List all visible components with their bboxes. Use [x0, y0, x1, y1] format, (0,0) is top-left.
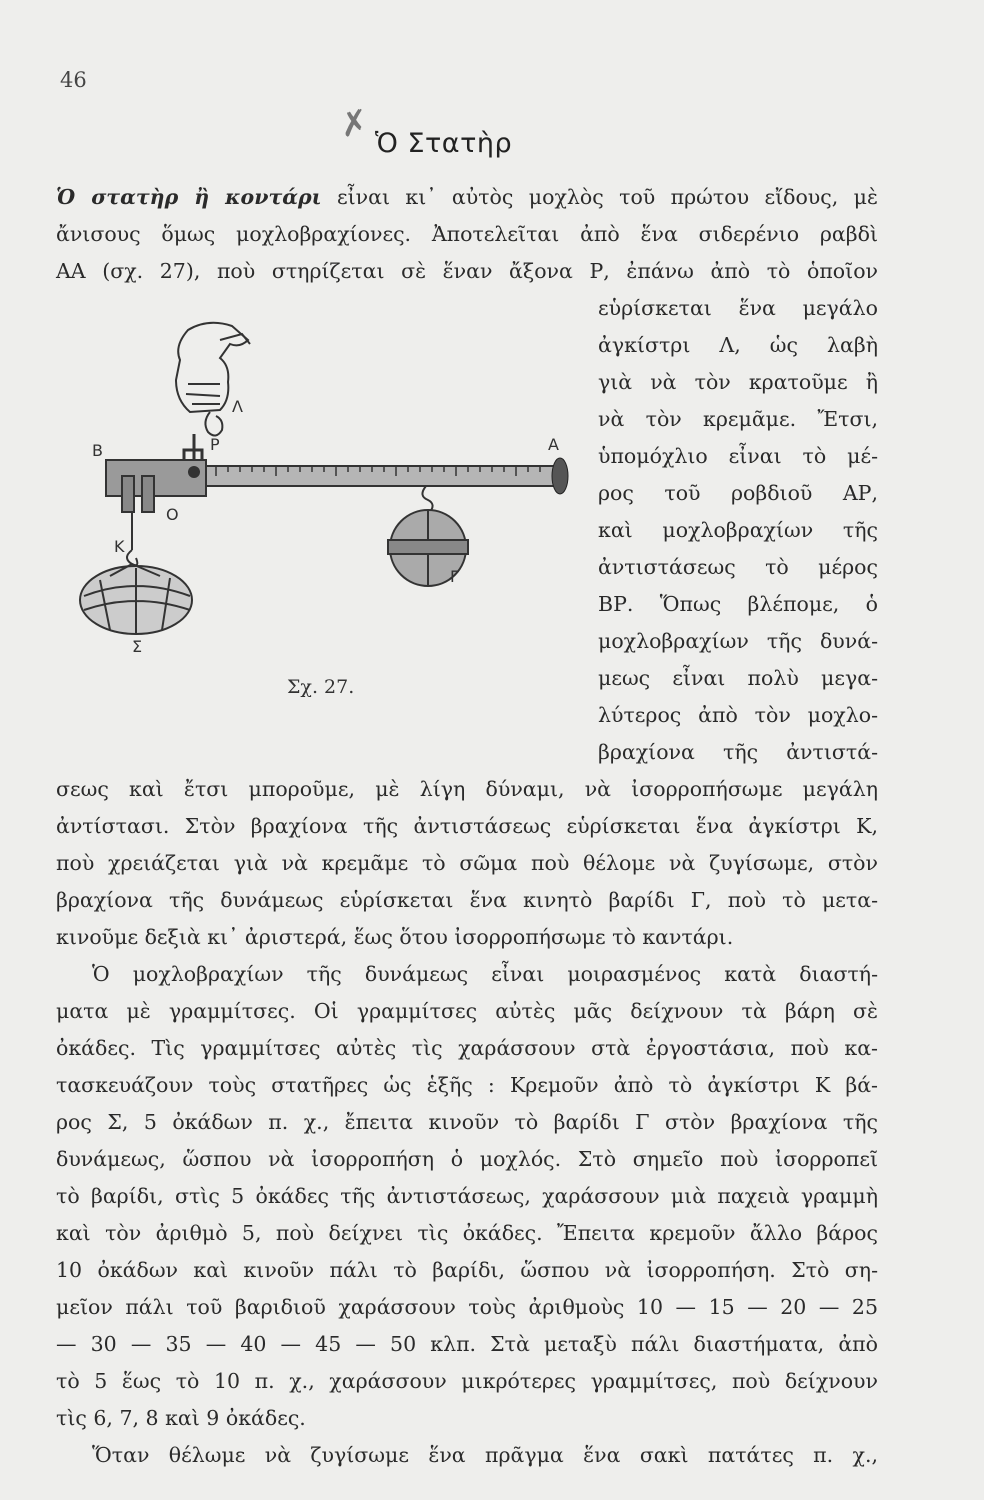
paragraph-line: ἀντίστασι. Στὸν βραχίονα τῆς ἀντιστάσεως εὑρίσκεται ἕνα ἀγκίστρι Κ,	[56, 814, 878, 838]
paragraph-line: ματα μὲ γραμμίτσες. Οἱ γραμμίτσες αὐτὲς μᾶς δείχνουν τὰ βάρη σὲ	[56, 999, 878, 1023]
steelyard-bar	[106, 458, 568, 496]
paragraph-line: 10 ὀκάδων καὶ κινοῦν πάλι τὸ βαρίδι, ὥσπου νὰ ἰσορροπήση. Στὸ ση-	[56, 1258, 878, 1282]
title-pencil-mark: ✗	[336, 101, 372, 147]
side-line: ὑπομόχλιο εἶναι τὸ μέ-	[598, 444, 878, 468]
page-number: 46	[60, 68, 87, 92]
label-omicron: Ο	[166, 505, 179, 524]
paragraph-line: κινοῦμε δεξιὰ κι᾿ ἀριστερά, ἕως ὅτου ἰσορροπήσωμε τὸ καντάρι.	[56, 925, 734, 949]
paragraph-line: ΑΑ (σχ. 27), ποὺ στηρίζεται σὲ ἕναν ἄξονα Ρ, ἐπάνω ἀπὸ τὸ ὁποῖον	[56, 259, 878, 283]
paragraph-line: ὀκάδες. Τὶς γραμμίτσες αὐτὲς τὶς χαράσσουν στὰ ἐργοστάσια, ποὺ κα-	[56, 1036, 878, 1060]
side-line: ΒΡ. Ὅπως βλέπομε, ὁ	[598, 592, 878, 616]
paragraph-line: Ὅταν θέλωμε νὰ ζυγίσωμε ἕνα πρᾶγμα ἕνα σακὶ πατάτες π. χ.,	[92, 1443, 878, 1467]
side-line: λύτερος ἀπὸ τὸν μοχλο-	[598, 703, 878, 727]
paragraph-line: καὶ τὸν ἀριθμὸ 5, ποὺ δείχνει τὶς ὀκάδες. Ἔπειτα κρεμοῦν ἄλλο βάρος	[56, 1221, 878, 1245]
paragraph-line	[56, 182, 878, 212]
line-text: εἶναι κι᾿ αὐτὸς μοχλὸς τοῦ πρώτου εἴδους, μὲ	[321, 185, 878, 209]
side-line: ἀντιστάσεως τὸ μέρος	[598, 555, 878, 579]
side-line: ἀγκίστρι Λ, ὡς λαβὴ	[598, 333, 878, 357]
label-gamma: Γ	[450, 567, 459, 586]
label-rho: Ρ	[210, 435, 220, 454]
paragraph-line: ποὺ χρειάζεται γιὰ νὰ κρεμᾶμε τὸ σῶμα ποὺ θέλομε νὰ ζυγίσωμε, στὸν	[56, 851, 878, 875]
side-line: ρος τοῦ ροβδιοῦ ΑΡ,	[598, 481, 878, 505]
side-line: νὰ τὸν κρεμᾶμε. Ἔτσι,	[598, 407, 878, 431]
side-line: μοχλοβραχίων τῆς δυνά-	[598, 629, 878, 653]
label-alpha: Α	[548, 435, 559, 454]
paragraph-line: σεως καὶ ἔτσι μποροῦμε, μὲ λίγη δύναμι, νὰ ἰσορροπήσωμε μεγάλη	[56, 777, 878, 801]
paragraph-line: — 30 — 35 — 40 — 45 — 50 κλπ. Στὰ μεταξὺ πάλι διαστήματα, ἀπὸ	[56, 1332, 878, 1356]
page-title: Ὁ Στατὴρ	[375, 128, 513, 159]
label-sigma: Σ	[132, 637, 143, 656]
paragraph-line: Ὁ μοχλοβραχίων τῆς δυνάμεως εἶναι μοιρασμένος κατὰ διαστή-	[92, 962, 878, 986]
side-line: καὶ μοχλοβραχίων τῆς	[598, 518, 878, 542]
figure-caption: Σχ. 27.	[287, 676, 355, 698]
sack-weight	[80, 564, 192, 634]
paragraph-line: τὸ 5 ἕως τὸ 10 π. χ., χαράσσουν μικρότερες γραμμίτσες, ποὺ δείχνουν	[56, 1369, 878, 1393]
paragraph-line: τὶς 6, 7, 8 καὶ 9 ὀκάδες.	[56, 1406, 306, 1430]
label-lambda: Λ	[232, 397, 243, 416]
paragraph-line: ἄνισους ὅμως μοχλοβραχίονες. Ἀποτελεῖται ἀπὸ ἕνα σιδερένιο ραβδὶ	[56, 222, 878, 246]
hand-illustration	[176, 323, 250, 436]
paragraph-line: δυνάμεως, ὥσπου νὰ ἰσορροπήση ὁ μοχλός. Στὸ σημεῖο ποὺ ἰσορροπεῖ	[56, 1147, 878, 1171]
paragraph-line: βραχίονα τῆς δυνάμεως εὑρίσκεται ἕνα κινητὸ βαρίδι Γ, ποὺ τὸ μετα-	[56, 888, 878, 912]
label-beta: Β	[92, 441, 103, 460]
steelyard-figure	[70, 300, 590, 690]
lead-term: Ὁ στατὴρ ἢ κοντάρι	[56, 185, 322, 209]
side-line: εὑρίσκεται ἕνα μεγάλο	[598, 296, 878, 320]
paragraph-line: ρος Σ, 5 ὀκάδων π. χ., ἔπειτα κινοῦν τὸ βαρίδι Γ στὸν βραχίονα τῆς	[56, 1110, 878, 1134]
paragraph-line: μεῖον πάλι τοῦ βαριδιοῦ χαράσσουν τοὺς ἀριθμοὺς 10 — 15 — 20 — 25	[56, 1295, 878, 1319]
paragraph-line: τὸ βαρίδι, στὶς 5 ὀκάδες τῆς ἀντιστάσεως, χαράσσουν μιὰ παχειὰ γραμμὴ	[56, 1184, 878, 1208]
side-line: βραχίονα τῆς ἀντιστά-	[598, 740, 878, 764]
side-line: γιὰ νὰ τὸν κρατοῦμε ἢ	[598, 370, 878, 394]
scale-hook-handle	[184, 434, 202, 462]
label-kappa: Κ	[114, 537, 125, 556]
side-line: μεως εἶναι πολὺ μεγα-	[598, 666, 878, 690]
paragraph-line: τασκευάζουν τοὺς στατῆρες ὡς ἑξῆς : Κρεμοῦν ἀπὸ τὸ ἀγκίστρι Κ βά-	[56, 1073, 878, 1097]
